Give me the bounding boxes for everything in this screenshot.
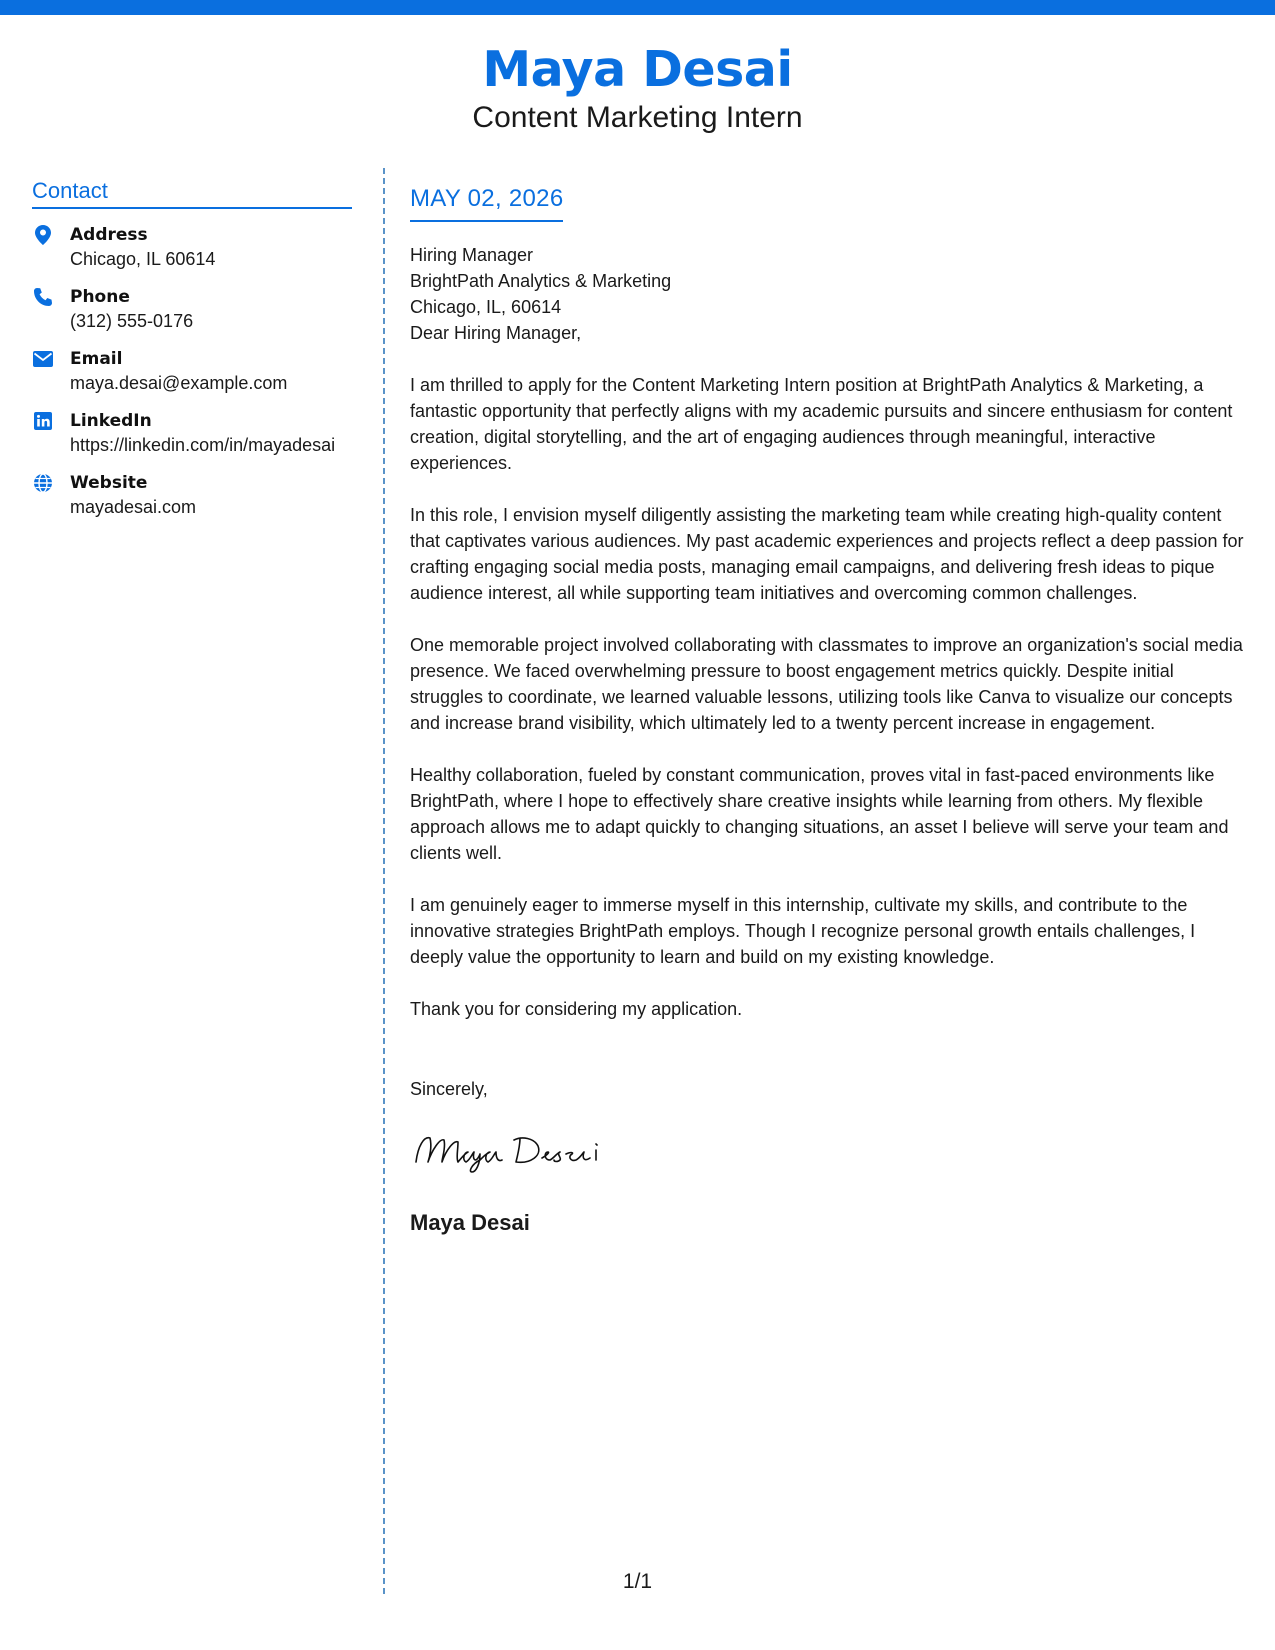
contact-label: LinkedIn <box>70 411 152 431</box>
email-value[interactable]: maya.desai@example.com <box>70 373 288 393</box>
recipient-company: BrightPath Analytics & Marketing <box>410 271 672 291</box>
phone-value[interactable]: (312) 555-0176 <box>70 311 194 331</box>
contact-item-website <box>32 471 352 519</box>
paragraph-2: In this role, I envision myself diligently assisting the marketing team while creating high-quality content that captivates various audiences. My past academic experiences and projects reflect a deep passion for crafting engaging social media posts, managing email campaigns, and delivering fresh ideas to pique audience interest, all while supporting team initiatives and overcoming common challenges. <box>410 505 1244 603</box>
closing: Sincerely, <box>410 1079 488 1099</box>
letter-content <box>410 320 1250 1022</box>
letter-date: MAY 02, 2026 <box>410 184 563 222</box>
contact-list <box>32 223 352 519</box>
linkedin-icon <box>32 410 54 432</box>
applicant-role: Content Marketing Intern <box>472 101 803 134</box>
website-value[interactable]: mayadesai.com <box>70 497 197 517</box>
applicant-name: Maya Desai <box>482 41 793 98</box>
recipient-block <box>410 242 1250 320</box>
letter-body <box>410 184 1250 1237</box>
signature <box>410 1124 620 1174</box>
contact-item-linkedin <box>32 409 352 457</box>
header <box>0 40 1275 136</box>
contact-label: Website <box>70 473 148 493</box>
page-number: 1/1 <box>622 1570 653 1593</box>
contact-item-email <box>32 347 352 395</box>
map-pin-icon <box>32 224 54 246</box>
contact-label: Email <box>70 349 123 369</box>
column-divider <box>383 168 385 1594</box>
contact-label: Phone <box>70 287 130 307</box>
paragraph-3: One memorable project involved collaborating with classmates to improve an organization's social media presence. We faced overwhelming pressure to boost engagement metrics quickly. Despite initial struggles to coordinate, we learned valuable lessons, utilizing tools like Canva to visualize our concepts and increase brand visibility, which ultimately led to a twenty percent increase in engagement. <box>410 635 1243 733</box>
envelope-icon <box>32 348 54 370</box>
paragraph-6: Thank you for considering my application. <box>410 999 743 1019</box>
phone-icon <box>32 286 54 308</box>
paragraph-5: I am genuinely eager to immerse myself in this internship, cultivate my skills, and contribute to the innovative strategies BrightPath employs. Though I recognize personal growth entails challenges, I deeply value the opportunity to learn and build on my existing knowledge. <box>410 895 1196 967</box>
linkedin-value[interactable]: https://linkedin.com/in/mayadesai <box>70 435 336 455</box>
globe-icon <box>32 472 54 494</box>
recipient-location: Chicago, IL, 60614 <box>410 297 562 317</box>
contact-item-phone <box>32 285 352 333</box>
contact-sidebar <box>32 178 352 533</box>
top-accent-bar <box>0 0 1275 15</box>
address-value: Chicago, IL 60614 <box>70 249 216 269</box>
contact-label: Address <box>70 225 148 245</box>
recipient-title: Hiring Manager <box>410 245 534 265</box>
salutation: Dear Hiring Manager, <box>410 323 582 343</box>
contact-item-address <box>32 223 352 271</box>
paragraph-4: Healthy collaboration, fueled by constant communication, proves vital in fast-paced environments like BrightPath, where I hope to effectively share creative insights while learning from others. My flexible approach allows me to adapt quickly to changing situations, an asset I believe will serve your team and clients well. <box>410 765 1229 863</box>
contact-heading: Contact <box>32 178 352 209</box>
signer-name: Maya Desai <box>410 1210 530 1235</box>
paragraph-1: I am thrilled to apply for the Content Marketing Intern position at BrightPath Analytics & Marketing, a fantastic opportunity that perfectly aligns with my academic pursuits and sincere enthusiasm for content creation, digital storytelling, and the art of engaging audiences through meaningful, interactive experiences. <box>410 375 1233 473</box>
